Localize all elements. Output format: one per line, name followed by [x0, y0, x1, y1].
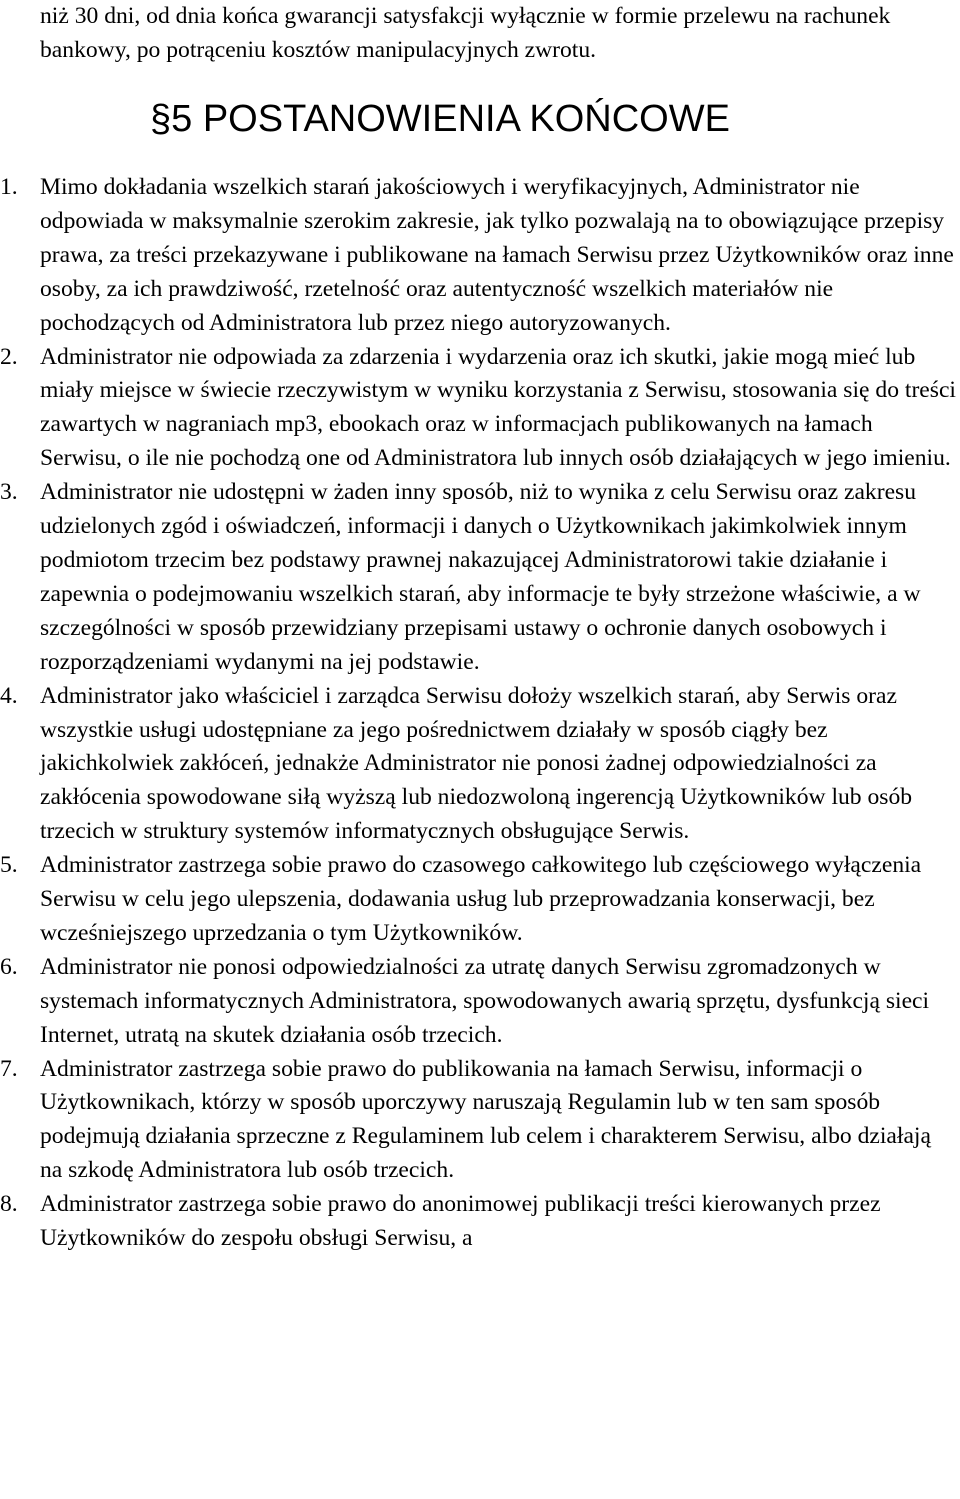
list-item-number: 4. [0, 682, 18, 709]
provisions-list [0, 171, 960, 1256]
list-item-text: Administrator jako właściciel i zarządca Serwisu dołoży wszelkich starań, aby Serwis oraz wszystkie usługi udostępniane za jego pośrednictwem działały w sposób ciągły bez jakichkolwiek zakłóceń, jednakże Administrator nie ponosi żadnej odpowiedzialności za zakłócenia spowodowane siłą wyższą lub niedozwoloną ingerencją Użytkowników lub osób trzecich w struktury systemów informatycznych obsługujące Serwis. [40, 682, 913, 845]
list-item [0, 1053, 958, 1189]
list-item-number: 3. [0, 479, 18, 506]
list-item-text: Mimo dokładania wszelkich starań jakościowych i weryfikacyjnych, Administrator nie odpowiada w maksymalnie szerokim zakresie, jak tylko pozwalają na to obowiązujące przepisy prawa, za treści przekazywane i publikowane na łamach Serwisu przez Użytkowników oraz inne osoby, za ich prawdziwość, rzetelność oraz autentyczność wszelkich materiałów nie pochodzących od Administratora lub przez niego autoryzowanych. [40, 174, 954, 336]
list-item-number: 8. [0, 1191, 18, 1218]
list-item-text: Administrator zastrzega sobie prawo do anonimowej publikacji treści kierowanych przez Użytkowników do zespołu obsługi Serwisu, a [40, 1191, 881, 1252]
list-item [0, 849, 958, 951]
list-item-number: 5. [0, 852, 18, 879]
list-item [0, 680, 958, 850]
list-item-number: 2. [0, 343, 18, 370]
list-item [0, 951, 958, 1053]
list-item [0, 171, 958, 341]
list-item-number: 6. [0, 953, 18, 980]
list-item-text: Administrator zastrzega sobie prawo do czasowego całkowitego lub częściowego wyłączenia Serwisu w celu jego ulepszenia, dodawania usług lub przeprowadzania konserwacji, bez wcześniejszego uprzedzania o tym Użytkowników. [40, 852, 922, 946]
list-item [0, 341, 958, 477]
section-title: §5 POSTANOWIENIA KOŃCOWE [150, 98, 730, 140]
list-item [0, 476, 958, 679]
list-item-text: Administrator nie udostępni w żaden inny sposób, niż to wynika z celu Serwisu oraz zakresu udzielonych zgód i oświadczeń, informacji i danych o Użytkownikach jakimkolwiek innym podmiotom trzecim bez podstawy prawnej nakazującej Administratorowi takie działanie i zapewnia o podejmowaniu wszelkich starań, aby informacje te były strzeżone właściwie, a w szczególności w sposób przewidziany przepisami ustawy o ochronie danych osobowych i rozporządzeniami wydanymi na jej podstawie. [40, 479, 921, 675]
list-item-number: 7. [0, 1055, 18, 1082]
list-item-text: Administrator zastrzega sobie prawo do publikowania na łamach Serwisu, informacji o Użytkownikach, którzy w sposób uporczywy naruszają Regulamin lub w ten sam sposób podejmują działania sprzeczne z Regulaminem lub celem i charakterem Serwisu, albo działają na szkodę Administratora lub osób trzecich. [40, 1055, 931, 1184]
list-item [0, 1188, 958, 1256]
intro-paragraph: niż 30 dni, od dnia końca gwarancji satysfakcji wyłącznie w formie przelewu na rachunek bankowy, po potrąceniu kosztów manipulacyjnych zwrotu. [40, 3, 891, 63]
list-item-text: Administrator nie ponosi odpowiedzialności za utratę danych Serwisu zgromadzonych w systemach informatycznych Administratora, spowodowanych awarią sprzętu, dysfunkcją sieci Internet, utratą na skutek działania osób trzecich. [40, 953, 930, 1048]
list-item-number: 1. [0, 174, 18, 200]
list-item-text: Administrator nie odpowiada za zdarzenia i wydarzenia oraz ich skutki, jakie mogą mieć lub miały miejsce w świecie rzeczywistym w wyniku korzystania z Serwisu, stosowania się do treści zawartych w nagraniach mp3, ebookach oraz w informacjach publikowanych na łamach Serwisu, o ile nie pochodzą one od Administratora lub innych osób działających w jego imieniu. [40, 343, 956, 472]
